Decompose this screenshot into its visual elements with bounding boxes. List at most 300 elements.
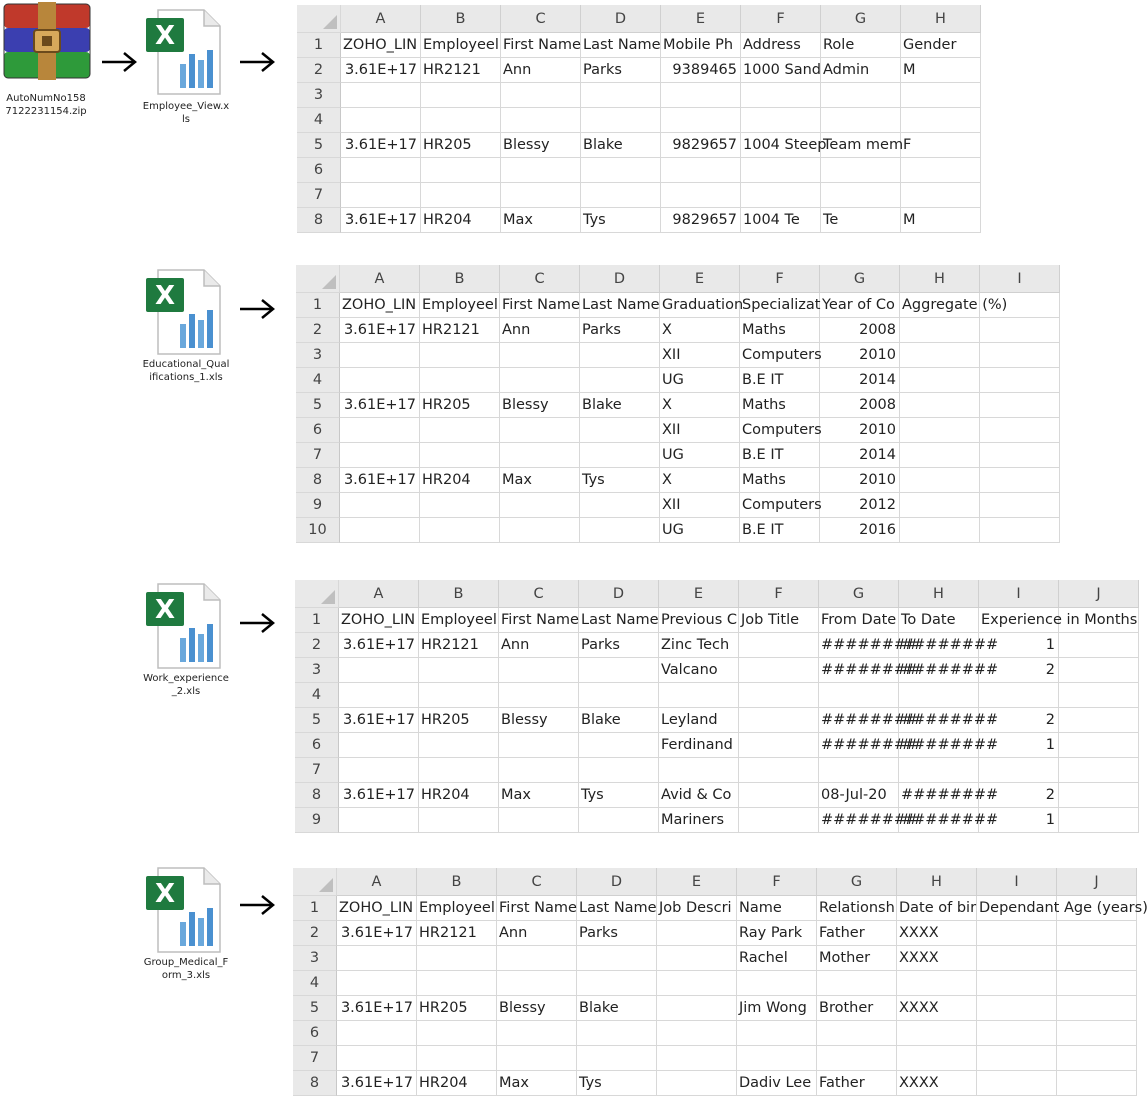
cell-b7[interactable] bbox=[421, 183, 501, 208]
cell-g3[interactable]: 2010 bbox=[820, 343, 900, 368]
cell-i6[interactable] bbox=[980, 418, 1060, 443]
cell-i6[interactable] bbox=[977, 1021, 1057, 1046]
cell-c7[interactable] bbox=[499, 758, 579, 783]
cell-i2[interactable] bbox=[980, 318, 1060, 343]
cell-b3[interactable] bbox=[420, 343, 500, 368]
column-header-j[interactable]: J bbox=[1059, 580, 1139, 608]
cell-b2[interactable]: HR2121 bbox=[419, 633, 499, 658]
cell-b9[interactable] bbox=[419, 808, 499, 833]
cell-i8[interactable] bbox=[980, 468, 1060, 493]
cell-g2[interactable]: 2008 bbox=[820, 318, 900, 343]
cell-c6[interactable] bbox=[497, 1021, 577, 1046]
cell-j2[interactable] bbox=[1057, 921, 1137, 946]
cell-d5[interactable]: Blake bbox=[581, 133, 661, 158]
cell-a9[interactable] bbox=[339, 808, 419, 833]
cell-d3[interactable] bbox=[577, 946, 657, 971]
cell-a5[interactable]: 3.61E+17 bbox=[337, 996, 417, 1021]
cell-g4[interactable] bbox=[821, 108, 901, 133]
row-number[interactable]: 3 bbox=[297, 83, 341, 108]
cell-f2[interactable]: 1000 Sand bbox=[741, 58, 821, 83]
row-number[interactable]: 1 bbox=[293, 896, 337, 921]
cell-h9[interactable] bbox=[900, 493, 980, 518]
cell-e3[interactable] bbox=[657, 946, 737, 971]
cell-h8[interactable]: M bbox=[901, 208, 981, 233]
column-header-c[interactable]: C bbox=[501, 5, 581, 33]
cell-d7[interactable] bbox=[579, 758, 659, 783]
cell-b5[interactable]: HR205 bbox=[417, 996, 497, 1021]
cell-j4[interactable] bbox=[1057, 971, 1137, 996]
column-header-g[interactable]: G bbox=[820, 265, 900, 293]
cell-e10[interactable]: UG bbox=[660, 518, 740, 543]
cell-a3[interactable] bbox=[340, 343, 420, 368]
cell-h7[interactable] bbox=[899, 758, 979, 783]
row-number[interactable]: 7 bbox=[297, 183, 341, 208]
cell-f2[interactable] bbox=[739, 633, 819, 658]
cell-i1[interactable]: Experience in Months bbox=[979, 608, 1059, 633]
cell-c4[interactable] bbox=[501, 108, 581, 133]
row-number[interactable]: 4 bbox=[295, 683, 339, 708]
cell-f5[interactable] bbox=[739, 708, 819, 733]
cell-e7[interactable]: UG bbox=[660, 443, 740, 468]
cell-d10[interactable] bbox=[580, 518, 660, 543]
column-header-f[interactable]: F bbox=[741, 5, 821, 33]
cell-d4[interactable] bbox=[577, 971, 657, 996]
cell-j6[interactable] bbox=[1057, 1021, 1137, 1046]
cell-h4[interactable] bbox=[900, 368, 980, 393]
cell-d1[interactable]: Last Name bbox=[579, 608, 659, 633]
cell-c5[interactable]: Blessy bbox=[497, 996, 577, 1021]
cell-h4[interactable] bbox=[897, 971, 977, 996]
cell-h2[interactable]: ######## bbox=[899, 633, 979, 658]
row-number[interactable]: 2 bbox=[295, 633, 339, 658]
cell-b3[interactable] bbox=[419, 658, 499, 683]
cell-b5[interactable]: HR205 bbox=[421, 133, 501, 158]
cell-d6[interactable] bbox=[581, 158, 661, 183]
column-header-h[interactable]: H bbox=[899, 580, 979, 608]
cell-g2[interactable]: Father bbox=[817, 921, 897, 946]
column-header-g[interactable]: G bbox=[817, 868, 897, 896]
column-header-i[interactable]: I bbox=[980, 265, 1060, 293]
cell-e5[interactable]: Leyland bbox=[659, 708, 739, 733]
cell-f1[interactable]: Address bbox=[741, 33, 821, 58]
cell-j6[interactable] bbox=[1059, 733, 1139, 758]
cell-a7[interactable] bbox=[337, 1046, 417, 1071]
cell-d5[interactable]: Blake bbox=[580, 393, 660, 418]
cell-g4[interactable] bbox=[817, 971, 897, 996]
cell-a1[interactable]: ZOHO_LIN bbox=[339, 608, 419, 633]
cell-f1[interactable]: Name bbox=[737, 896, 817, 921]
cell-c2[interactable]: Ann bbox=[500, 318, 580, 343]
row-number[interactable]: 4 bbox=[293, 971, 337, 996]
row-number[interactable]: 7 bbox=[296, 443, 340, 468]
column-header-i[interactable]: I bbox=[977, 868, 1057, 896]
cell-c3[interactable] bbox=[497, 946, 577, 971]
row-number[interactable]: 5 bbox=[293, 996, 337, 1021]
cell-a4[interactable] bbox=[340, 368, 420, 393]
cell-b5[interactable]: HR205 bbox=[419, 708, 499, 733]
column-header-c[interactable]: C bbox=[500, 265, 580, 293]
cell-d3[interactable] bbox=[580, 343, 660, 368]
cell-h5[interactable]: XXXX bbox=[897, 996, 977, 1021]
column-header-b[interactable]: B bbox=[419, 580, 499, 608]
column-header-e[interactable]: E bbox=[661, 5, 741, 33]
cell-a7[interactable] bbox=[339, 758, 419, 783]
cell-b10[interactable] bbox=[420, 518, 500, 543]
cell-d2[interactable]: Parks bbox=[579, 633, 659, 658]
row-number[interactable]: 7 bbox=[293, 1046, 337, 1071]
cell-b2[interactable]: HR2121 bbox=[420, 318, 500, 343]
cell-j3[interactable] bbox=[1057, 946, 1137, 971]
cell-f8[interactable]: Maths bbox=[740, 468, 820, 493]
cell-b4[interactable] bbox=[420, 368, 500, 393]
cell-g8[interactable]: Te bbox=[821, 208, 901, 233]
cell-a2[interactable]: 3.61E+17 bbox=[337, 921, 417, 946]
row-number[interactable]: 2 bbox=[293, 921, 337, 946]
group-medical-file[interactable] bbox=[138, 864, 234, 989]
row-number[interactable]: 8 bbox=[297, 208, 341, 233]
row-number[interactable]: 8 bbox=[293, 1071, 337, 1096]
cell-g7[interactable] bbox=[817, 1046, 897, 1071]
cell-b8[interactable]: HR204 bbox=[417, 1071, 497, 1096]
cell-c8[interactable]: Max bbox=[499, 783, 579, 808]
cell-i3[interactable] bbox=[977, 946, 1057, 971]
cell-c2[interactable]: Ann bbox=[499, 633, 579, 658]
cell-g7[interactable]: 2014 bbox=[820, 443, 900, 468]
cell-b7[interactable] bbox=[420, 443, 500, 468]
cell-d6[interactable] bbox=[579, 733, 659, 758]
cell-h9[interactable]: ######## bbox=[899, 808, 979, 833]
cell-e2[interactable] bbox=[657, 921, 737, 946]
cell-c3[interactable] bbox=[499, 658, 579, 683]
column-header-f[interactable]: F bbox=[737, 868, 817, 896]
cell-g3[interactable] bbox=[821, 83, 901, 108]
row-number[interactable]: 4 bbox=[296, 368, 340, 393]
row-number[interactable]: 10 bbox=[296, 518, 340, 543]
cell-h1[interactable]: Gender bbox=[901, 33, 981, 58]
cell-a4[interactable] bbox=[337, 971, 417, 996]
cell-b1[interactable]: Employeel bbox=[419, 608, 499, 633]
cell-i9[interactable] bbox=[980, 493, 1060, 518]
cell-a5[interactable]: 3.61E+17 bbox=[339, 708, 419, 733]
cell-g7[interactable] bbox=[819, 758, 899, 783]
cell-c8[interactable]: Max bbox=[501, 208, 581, 233]
cell-h8[interactable]: ######## bbox=[899, 783, 979, 808]
column-header-h[interactable]: H bbox=[897, 868, 977, 896]
cell-h4[interactable] bbox=[901, 108, 981, 133]
cell-e5[interactable]: X bbox=[660, 393, 740, 418]
cell-b3[interactable] bbox=[421, 83, 501, 108]
cell-d8[interactable]: Tys bbox=[579, 783, 659, 808]
cell-b1[interactable]: Employeel bbox=[420, 293, 500, 318]
cell-a8[interactable]: 3.61E+17 bbox=[340, 468, 420, 493]
column-header-a[interactable]: A bbox=[341, 5, 421, 33]
cell-c6[interactable] bbox=[500, 418, 580, 443]
cell-a5[interactable]: 3.61E+17 bbox=[340, 393, 420, 418]
cell-j9[interactable] bbox=[1059, 808, 1139, 833]
cell-i8[interactable] bbox=[977, 1071, 1057, 1096]
column-header-j[interactable]: J bbox=[1057, 868, 1137, 896]
cell-c9[interactable] bbox=[500, 493, 580, 518]
cell-i7[interactable] bbox=[977, 1046, 1057, 1071]
cell-f10[interactable]: B.E IT bbox=[740, 518, 820, 543]
row-number[interactable]: 2 bbox=[296, 318, 340, 343]
cell-b8[interactable]: HR204 bbox=[419, 783, 499, 808]
cell-b5[interactable]: HR205 bbox=[420, 393, 500, 418]
cell-d7[interactable] bbox=[577, 1046, 657, 1071]
cell-i3[interactable] bbox=[980, 343, 1060, 368]
cell-f8[interactable]: 1004 Te bbox=[741, 208, 821, 233]
cell-j5[interactable] bbox=[1057, 996, 1137, 1021]
cell-g10[interactable]: 2016 bbox=[820, 518, 900, 543]
cell-d8[interactable]: Tys bbox=[577, 1071, 657, 1096]
cell-c8[interactable]: Max bbox=[497, 1071, 577, 1096]
cell-j7[interactable] bbox=[1057, 1046, 1137, 1071]
cell-h2[interactable]: M bbox=[901, 58, 981, 83]
cell-g3[interactable]: ######## bbox=[819, 658, 899, 683]
column-header-f[interactable]: F bbox=[739, 580, 819, 608]
cell-d3[interactable] bbox=[579, 658, 659, 683]
cell-g1[interactable]: Role bbox=[821, 33, 901, 58]
cell-i7[interactable] bbox=[980, 443, 1060, 468]
cell-j5[interactable] bbox=[1059, 708, 1139, 733]
row-number[interactable]: 1 bbox=[297, 33, 341, 58]
row-number[interactable]: 3 bbox=[295, 658, 339, 683]
cell-j3[interactable] bbox=[1059, 658, 1139, 683]
cell-h8[interactable]: XXXX bbox=[897, 1071, 977, 1096]
cell-j4[interactable] bbox=[1059, 683, 1139, 708]
cell-h6[interactable] bbox=[901, 158, 981, 183]
cell-g1[interactable]: Year of Co bbox=[820, 293, 900, 318]
cell-a9[interactable] bbox=[340, 493, 420, 518]
cell-e5[interactable] bbox=[657, 996, 737, 1021]
cell-c6[interactable] bbox=[501, 158, 581, 183]
zip-file[interactable] bbox=[0, 0, 92, 125]
cell-h3[interactable]: ######## bbox=[899, 658, 979, 683]
cell-f2[interactable]: Maths bbox=[740, 318, 820, 343]
cell-h7[interactable] bbox=[901, 183, 981, 208]
cell-b2[interactable]: HR2121 bbox=[421, 58, 501, 83]
row-number[interactable]: 3 bbox=[293, 946, 337, 971]
cell-i4[interactable] bbox=[977, 971, 1057, 996]
cell-f3[interactable] bbox=[739, 658, 819, 683]
cell-e3[interactable]: Valcano bbox=[659, 658, 739, 683]
cell-g5[interactable]: ######## bbox=[819, 708, 899, 733]
cell-f5[interactable]: Jim Wong bbox=[737, 996, 817, 1021]
cell-e2[interactable]: Zinc Tech bbox=[659, 633, 739, 658]
cell-c7[interactable] bbox=[497, 1046, 577, 1071]
cell-b8[interactable]: HR204 bbox=[421, 208, 501, 233]
cell-b6[interactable] bbox=[420, 418, 500, 443]
column-header-c[interactable]: C bbox=[497, 868, 577, 896]
cell-c10[interactable] bbox=[500, 518, 580, 543]
row-number[interactable]: 7 bbox=[295, 758, 339, 783]
cell-h1[interactable]: To Date bbox=[899, 608, 979, 633]
column-header-b[interactable]: B bbox=[421, 5, 501, 33]
cell-f6[interactable] bbox=[741, 158, 821, 183]
cell-f5[interactable]: Maths bbox=[740, 393, 820, 418]
column-header-d[interactable]: D bbox=[581, 5, 661, 33]
cell-e8[interactable]: Avid & Co bbox=[659, 783, 739, 808]
employee-view-file[interactable] bbox=[138, 6, 234, 131]
cell-d3[interactable] bbox=[581, 83, 661, 108]
column-header-b[interactable]: B bbox=[420, 265, 500, 293]
cell-e3[interactable] bbox=[661, 83, 741, 108]
select-all-corner[interactable] bbox=[297, 5, 341, 33]
cell-a1[interactable]: ZOHO_LIN bbox=[337, 896, 417, 921]
cell-c1[interactable]: First Name bbox=[499, 608, 579, 633]
select-all-corner[interactable] bbox=[296, 265, 340, 293]
cell-j8[interactable] bbox=[1059, 783, 1139, 808]
row-number[interactable]: 1 bbox=[296, 293, 340, 318]
cell-h2[interactable] bbox=[900, 318, 980, 343]
cell-f9[interactable]: Computers bbox=[740, 493, 820, 518]
cell-d5[interactable]: Blake bbox=[579, 708, 659, 733]
cell-f7[interactable] bbox=[737, 1046, 817, 1071]
cell-g8[interactable]: 2010 bbox=[820, 468, 900, 493]
cell-i8[interactable]: 2 bbox=[979, 783, 1059, 808]
column-header-i[interactable]: I bbox=[979, 580, 1059, 608]
column-header-d[interactable]: D bbox=[580, 265, 660, 293]
cell-e4[interactable]: UG bbox=[660, 368, 740, 393]
cell-g5[interactable]: Brother bbox=[817, 996, 897, 1021]
cell-f4[interactable] bbox=[737, 971, 817, 996]
cell-b4[interactable] bbox=[419, 683, 499, 708]
cell-c1[interactable]: First Name bbox=[501, 33, 581, 58]
cell-i6[interactable]: 1 bbox=[979, 733, 1059, 758]
cell-h5[interactable]: ######## bbox=[899, 708, 979, 733]
row-number[interactable]: 6 bbox=[297, 158, 341, 183]
cell-h5[interactable]: F bbox=[901, 133, 981, 158]
cell-c8[interactable]: Max bbox=[500, 468, 580, 493]
row-number[interactable]: 3 bbox=[296, 343, 340, 368]
cell-g2[interactable]: Admin bbox=[821, 58, 901, 83]
column-header-e[interactable]: E bbox=[660, 265, 740, 293]
cell-e7[interactable] bbox=[661, 183, 741, 208]
cell-e4[interactable] bbox=[659, 683, 739, 708]
cell-d7[interactable] bbox=[580, 443, 660, 468]
cell-d7[interactable] bbox=[581, 183, 661, 208]
cell-i9[interactable]: 1 bbox=[979, 808, 1059, 833]
cell-b3[interactable] bbox=[417, 946, 497, 971]
row-number[interactable]: 2 bbox=[297, 58, 341, 83]
cell-e3[interactable]: XII bbox=[660, 343, 740, 368]
cell-f7[interactable] bbox=[741, 183, 821, 208]
cell-d4[interactable] bbox=[579, 683, 659, 708]
cell-f7[interactable] bbox=[739, 758, 819, 783]
cell-g1[interactable]: Relationsh bbox=[817, 896, 897, 921]
cell-a2[interactable]: 3.61E+17 bbox=[339, 633, 419, 658]
cell-f3[interactable] bbox=[741, 83, 821, 108]
cell-f3[interactable]: Computers bbox=[740, 343, 820, 368]
cell-h3[interactable]: XXXX bbox=[897, 946, 977, 971]
cell-d5[interactable]: Blake bbox=[577, 996, 657, 1021]
cell-e6[interactable] bbox=[661, 158, 741, 183]
cell-b7[interactable] bbox=[417, 1046, 497, 1071]
cell-a7[interactable] bbox=[341, 183, 421, 208]
cell-c3[interactable] bbox=[501, 83, 581, 108]
cell-i4[interactable] bbox=[979, 683, 1059, 708]
cell-b6[interactable] bbox=[421, 158, 501, 183]
cell-b7[interactable] bbox=[419, 758, 499, 783]
cell-c9[interactable] bbox=[499, 808, 579, 833]
cell-a8[interactable]: 3.61E+17 bbox=[341, 208, 421, 233]
cell-f3[interactable]: Rachel bbox=[737, 946, 817, 971]
cell-g6[interactable] bbox=[821, 158, 901, 183]
column-header-h[interactable]: H bbox=[900, 265, 980, 293]
cell-i5[interactable] bbox=[977, 996, 1057, 1021]
cell-d9[interactable] bbox=[579, 808, 659, 833]
cell-g6[interactable]: 2010 bbox=[820, 418, 900, 443]
cell-h3[interactable] bbox=[901, 83, 981, 108]
cell-a6[interactable] bbox=[340, 418, 420, 443]
cell-g2[interactable]: ######## bbox=[819, 633, 899, 658]
cell-h1[interactable]: Date of bir bbox=[897, 896, 977, 921]
cell-e1[interactable]: Previous C bbox=[659, 608, 739, 633]
cell-e1[interactable]: Mobile Ph bbox=[661, 33, 741, 58]
cell-f9[interactable] bbox=[739, 808, 819, 833]
cell-d8[interactable]: Tys bbox=[581, 208, 661, 233]
column-header-b[interactable]: B bbox=[417, 868, 497, 896]
cell-b9[interactable] bbox=[420, 493, 500, 518]
cell-e6[interactable]: Ferdinand bbox=[659, 733, 739, 758]
cell-c1[interactable]: First Name bbox=[500, 293, 580, 318]
cell-f4[interactable]: B.E IT bbox=[740, 368, 820, 393]
row-number[interactable]: 6 bbox=[293, 1021, 337, 1046]
cell-i5[interactable]: 2 bbox=[979, 708, 1059, 733]
cell-d8[interactable]: Tys bbox=[580, 468, 660, 493]
cell-d2[interactable]: Parks bbox=[577, 921, 657, 946]
cell-a3[interactable] bbox=[341, 83, 421, 108]
column-header-h[interactable]: H bbox=[901, 5, 981, 33]
cell-f4[interactable] bbox=[739, 683, 819, 708]
cell-a4[interactable] bbox=[339, 683, 419, 708]
column-header-g[interactable]: G bbox=[821, 5, 901, 33]
row-number[interactable]: 4 bbox=[297, 108, 341, 133]
cell-f5[interactable]: 1004 Steep bbox=[741, 133, 821, 158]
row-number[interactable]: 9 bbox=[295, 808, 339, 833]
cell-e8[interactable]: X bbox=[660, 468, 740, 493]
cell-e8[interactable] bbox=[657, 1071, 737, 1096]
cell-h5[interactable] bbox=[900, 393, 980, 418]
cell-a1[interactable]: ZOHO_LIN bbox=[340, 293, 420, 318]
column-header-d[interactable]: D bbox=[577, 868, 657, 896]
column-header-e[interactable]: E bbox=[657, 868, 737, 896]
cell-a6[interactable] bbox=[339, 733, 419, 758]
cell-c1[interactable]: First Name bbox=[497, 896, 577, 921]
cell-i1[interactable]: Dependant Age (years) bbox=[977, 896, 1057, 921]
cell-a2[interactable]: 3.61E+17 bbox=[340, 318, 420, 343]
cell-a10[interactable] bbox=[340, 518, 420, 543]
cell-e5[interactable]: 9829657 bbox=[661, 133, 741, 158]
cell-e4[interactable] bbox=[657, 971, 737, 996]
cell-e9[interactable]: Mariners bbox=[659, 808, 739, 833]
cell-f2[interactable]: Ray Park bbox=[737, 921, 817, 946]
cell-b1[interactable]: Employeel bbox=[421, 33, 501, 58]
cell-b8[interactable]: HR204 bbox=[420, 468, 500, 493]
row-number[interactable]: 8 bbox=[296, 468, 340, 493]
row-number[interactable]: 5 bbox=[295, 708, 339, 733]
column-header-f[interactable]: F bbox=[740, 265, 820, 293]
cell-h6[interactable] bbox=[900, 418, 980, 443]
select-all-corner[interactable] bbox=[295, 580, 339, 608]
column-header-g[interactable]: G bbox=[819, 580, 899, 608]
cell-c5[interactable]: Blessy bbox=[501, 133, 581, 158]
cell-i3[interactable]: 2 bbox=[979, 658, 1059, 683]
column-header-e[interactable]: E bbox=[659, 580, 739, 608]
cell-e4[interactable] bbox=[661, 108, 741, 133]
cell-h4[interactable] bbox=[899, 683, 979, 708]
cell-b1[interactable]: Employeel bbox=[417, 896, 497, 921]
